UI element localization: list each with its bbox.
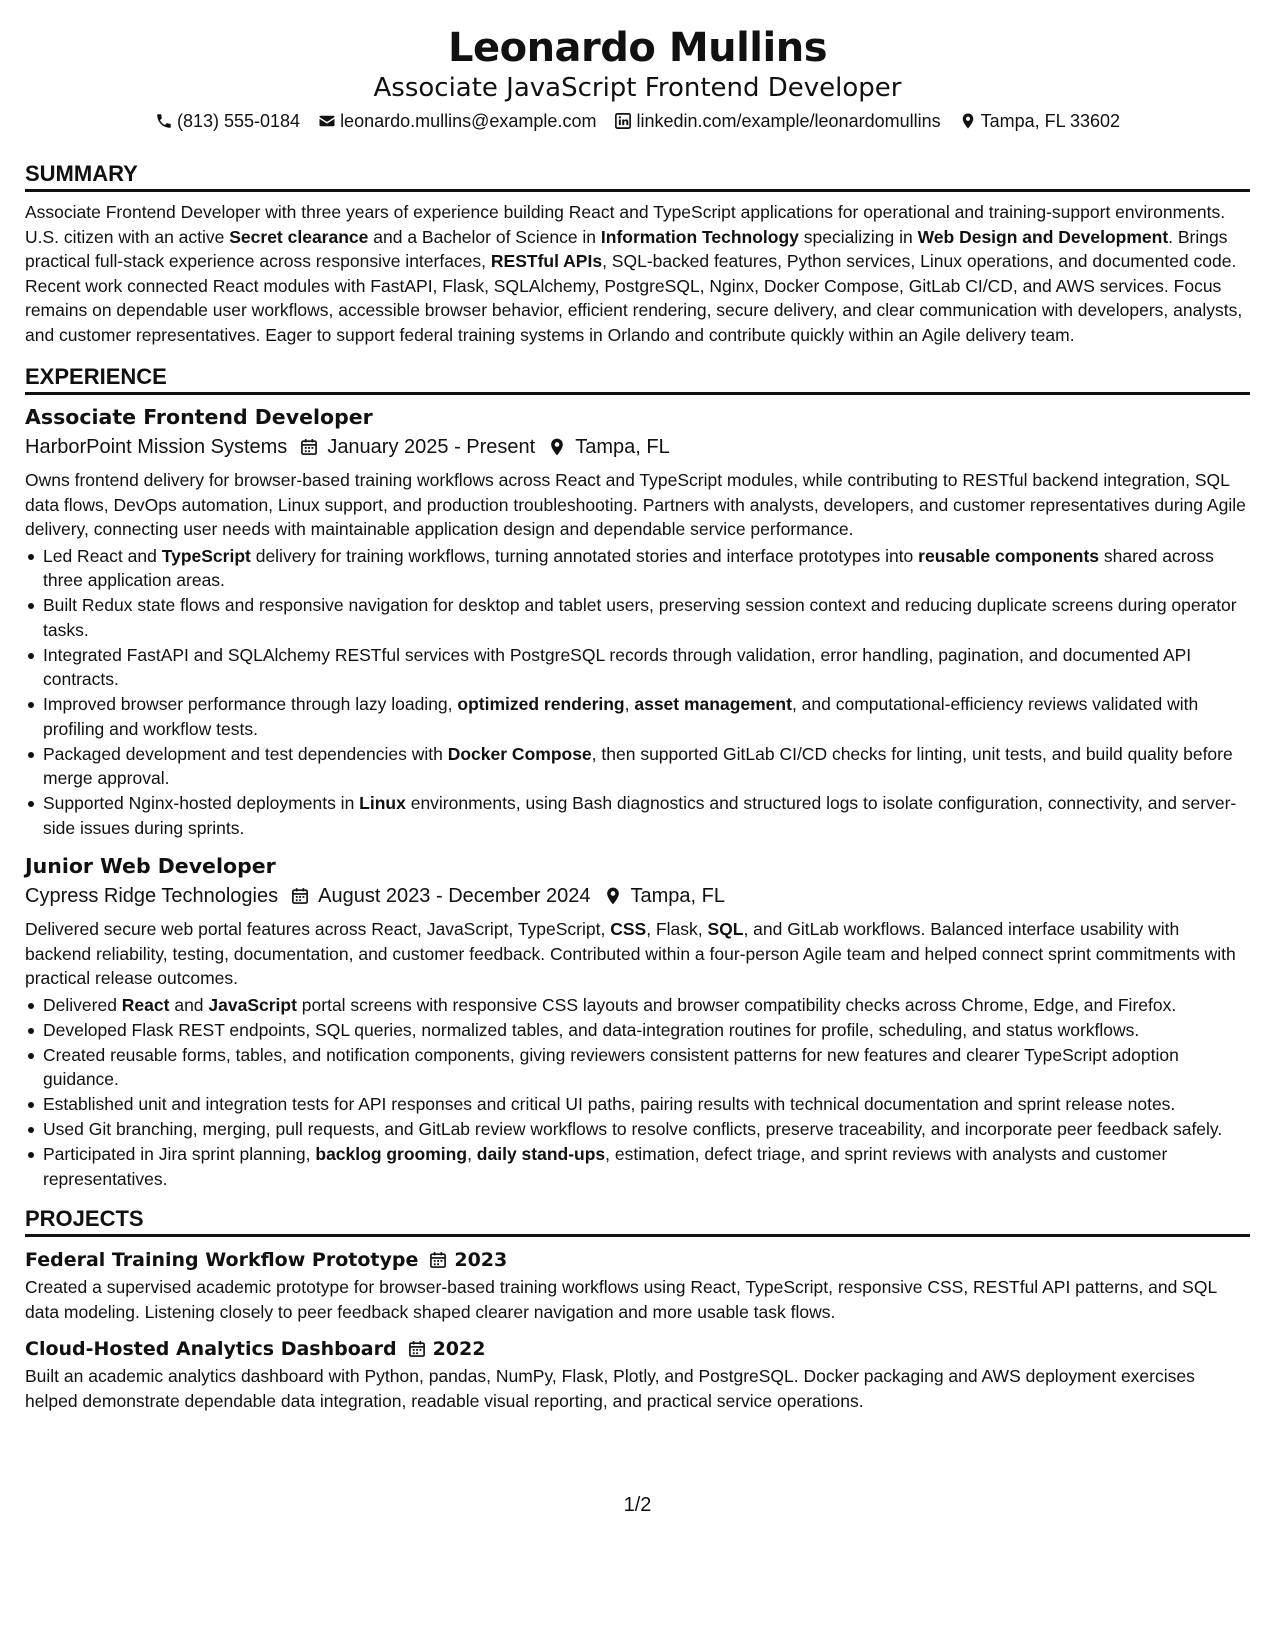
bullet-item: Integrated FastAPI and SQLAlchemy RESTful services with PostgreSQL records through validation, error handling, pagination, and documented API contracts. [25, 643, 1250, 692]
contact-linkedin[interactable] [614, 108, 940, 134]
location-text: Tampa, FL 33602 [980, 111, 1121, 131]
summary-section [25, 160, 1250, 347]
section-heading: PROJECTS [25, 1205, 1250, 1237]
bold-phrase: Docker Compose [447, 743, 592, 764]
map-pin-icon [547, 437, 567, 457]
map-pin-icon [603, 886, 623, 906]
role-title: Junior Web Developer [25, 854, 276, 878]
calendar-icon [407, 1339, 427, 1359]
role-dates: January 2025 - Present [327, 436, 536, 458]
project-entry [25, 1334, 1250, 1413]
role-location: Tampa, FL [630, 885, 725, 907]
calendar-icon [428, 1250, 448, 1270]
role-title: Associate Frontend Developer [25, 405, 373, 429]
bold-phrase: SQL [707, 919, 744, 939]
bold-phrase: optimized rendering [457, 694, 625, 714]
bullet-item: Supported Nginx-hosted deployments in Linux environments, using Bash diagnostics and structured logs to isolate configuration, connectivity, and server-side issues during sprints. [25, 791, 1250, 840]
bullet-item: Improved browser performance through lazy loading, optimized rendering, asset management, and computational-efficiency reviews validated with profiling and workflow tests. [25, 692, 1250, 741]
role-bullets [25, 993, 1250, 1192]
role-description: Owns frontend delivery for browser-based training workflows across React and TypeScript modules, while contributing to RESTful backend integration, SQL data flows, DevOps automation, Linux support, and production troubleshooting. Partners with analysts, developers, and customer representatives during Agile delivery, connecting user needs with maintainable application design and dependable service performance. [25, 470, 1246, 539]
bullet-item: Delivered React and JavaScript portal screens with responsive CSS layouts and browser compatibility checks across Chrome, Edge, and Firefox. [25, 993, 1250, 1018]
contact-phone[interactable] [155, 108, 300, 134]
bullet-item: Established unit and integration tests for API responses and critical UI paths, pairing results with technical documentation and sprint release notes. [25, 1092, 1250, 1117]
bold-phrase: Web Design and Development [917, 226, 1169, 247]
phone-text: (813) 555-0184 [176, 111, 301, 131]
bold-phrase: Secret clearance [229, 226, 369, 247]
contact-email[interactable] [318, 108, 596, 134]
project-header [25, 1245, 1250, 1275]
bold-phrase: asset management [634, 694, 792, 714]
project-title: Federal Training Workflow Prototype [25, 1249, 419, 1271]
role-meta [25, 432, 1250, 462]
linkedin-icon [614, 112, 632, 130]
experience-entry [25, 852, 1250, 1191]
linkedin-text: linkedin.com/example/leonardomullins [636, 111, 941, 131]
bold-phrase: React [121, 994, 170, 1015]
page-number: 1/2 [623, 1494, 652, 1516]
projects-section [25, 1205, 1250, 1413]
project-entry [25, 1245, 1250, 1324]
phone-icon [155, 112, 173, 130]
project-description: Built an academic analytics dashboard with Python, pandas, NumPy, Flask, Plotly, and PostgreSQL. Docker packaging and AWS deployment exercises helped demonstrate dependable data integration, readable visual reporting, and practical service operations. [25, 1366, 1195, 1411]
bold-phrase: CSS [610, 919, 647, 939]
bold-phrase: JavaScript [208, 994, 297, 1015]
resume-page [25, 22, 1250, 1413]
experience-entry [25, 403, 1250, 840]
bold-phrase: Linux [359, 793, 406, 813]
bold-phrase: RESTful APIs [490, 251, 603, 271]
project-description: Created a supervised academic prototype for browser-based training workflows using React, TypeScript, responsive CSS, RESTful API patterns, and SQL data modeling. Listening closely to peer feedback shaped clearer navigation and more usable task flows. [25, 1277, 1217, 1322]
bold-phrase: reusable components [918, 545, 1100, 566]
map-pin-icon [959, 112, 977, 130]
bold-phrase: TypeScript [161, 545, 251, 566]
role-dates: August 2023 - December 2024 [318, 885, 591, 907]
role-bullets [25, 544, 1250, 841]
section-heading: SUMMARY [25, 160, 1250, 192]
summary-text: Associate Frontend Developer with three years of experience building React and TypeScript applications for operational and training-support environments. U.S. citizen with an active Secret clearance and a Bachelor of Science in Information Technology specializing in Web Design and Development. Brings practical full-stack experience across responsive interfaces, RESTful APIs, SQL-backed features, Python services, Linux operations, and documented code. Recent work connected React modules with FastAPI, Flask, SQLAlchemy, PostgreSQL, Nginx, Docker Compose, GitLab CI/CD, and AWS services. Focus remains on dependable user workflows, accessible browser behavior, efficient rendering, secure delivery, and clear communication with developers, analysts, and customer representatives. Eager to support federal training systems in Orlando and contribute quickly within an Agile delivery team. [25, 202, 1243, 345]
project-year: 2023 [454, 1249, 508, 1271]
candidate-title: Associate JavaScript Frontend Developer [373, 73, 902, 103]
bullet-item: Created reusable forms, tables, and notification components, giving reviewers consistent patterns for new features and clearer TypeScript adoption guidance. [25, 1043, 1250, 1092]
project-title: Cloud-Hosted Analytics Dashboard [25, 1338, 397, 1360]
company-name: HarborPoint Mission Systems [25, 436, 288, 458]
company-name: Cypress Ridge Technologies [25, 885, 279, 907]
experience-section [25, 363, 1250, 1191]
contact-bar [25, 108, 1250, 134]
bullet-item: Used Git branching, merging, pull requests, and GitLab review workflows to resolve conflicts, preserve traceability, and incorporate peer feedback safely. [25, 1117, 1250, 1142]
calendar-icon [299, 437, 319, 457]
envelope-icon [318, 112, 336, 130]
bullet-item: Developed Flask REST endpoints, SQL queries, normalized tables, and data-integration routines for profile, scheduling, and status workflows. [25, 1018, 1250, 1043]
email-text: leonardo.mullins@example.com [340, 111, 597, 131]
bullet-item: Participated in Jira sprint planning, backlog grooming, daily stand-ups, estimation, defect triage, and sprint reviews with analysts and customer representatives. [25, 1142, 1250, 1191]
role-meta [25, 881, 1250, 911]
bullet-item: Packaged development and test dependencies with Docker Compose, then supported GitLab CI/CD checks for linting, unit tests, and build quality before merge approval. [25, 742, 1250, 791]
role-description: Delivered secure web portal features across React, JavaScript, TypeScript, CSS, Flask, SQL, and GitLab workflows. Balanced interface usability with backend reliability, testing, documentation, and customer feedback. Contributed within a four-person Agile team and helped connect sprint commitments with practical release outcomes. [25, 919, 1236, 988]
contact-location [959, 108, 1120, 134]
bold-phrase: Information Technology [600, 226, 799, 247]
section-heading: EXPERIENCE [25, 363, 1250, 395]
calendar-icon [290, 886, 310, 906]
project-year: 2022 [432, 1338, 486, 1360]
candidate-name: Leonardo Mullins [447, 25, 828, 71]
bold-phrase: backlog grooming [315, 1144, 468, 1164]
role-location: Tampa, FL [575, 436, 670, 458]
resume-header [25, 22, 1250, 134]
bullet-item: Led React and TypeScript delivery for training workflows, turning annotated stories and interface prototypes into reusable components shared across three application areas. [25, 544, 1250, 593]
bold-phrase: daily stand-ups [476, 1144, 606, 1164]
bullet-item: Built Redux state flows and responsive navigation for desktop and tablet users, preserving session context and reducing duplicate screens during operator tasks. [25, 593, 1250, 642]
project-header [25, 1334, 1250, 1364]
